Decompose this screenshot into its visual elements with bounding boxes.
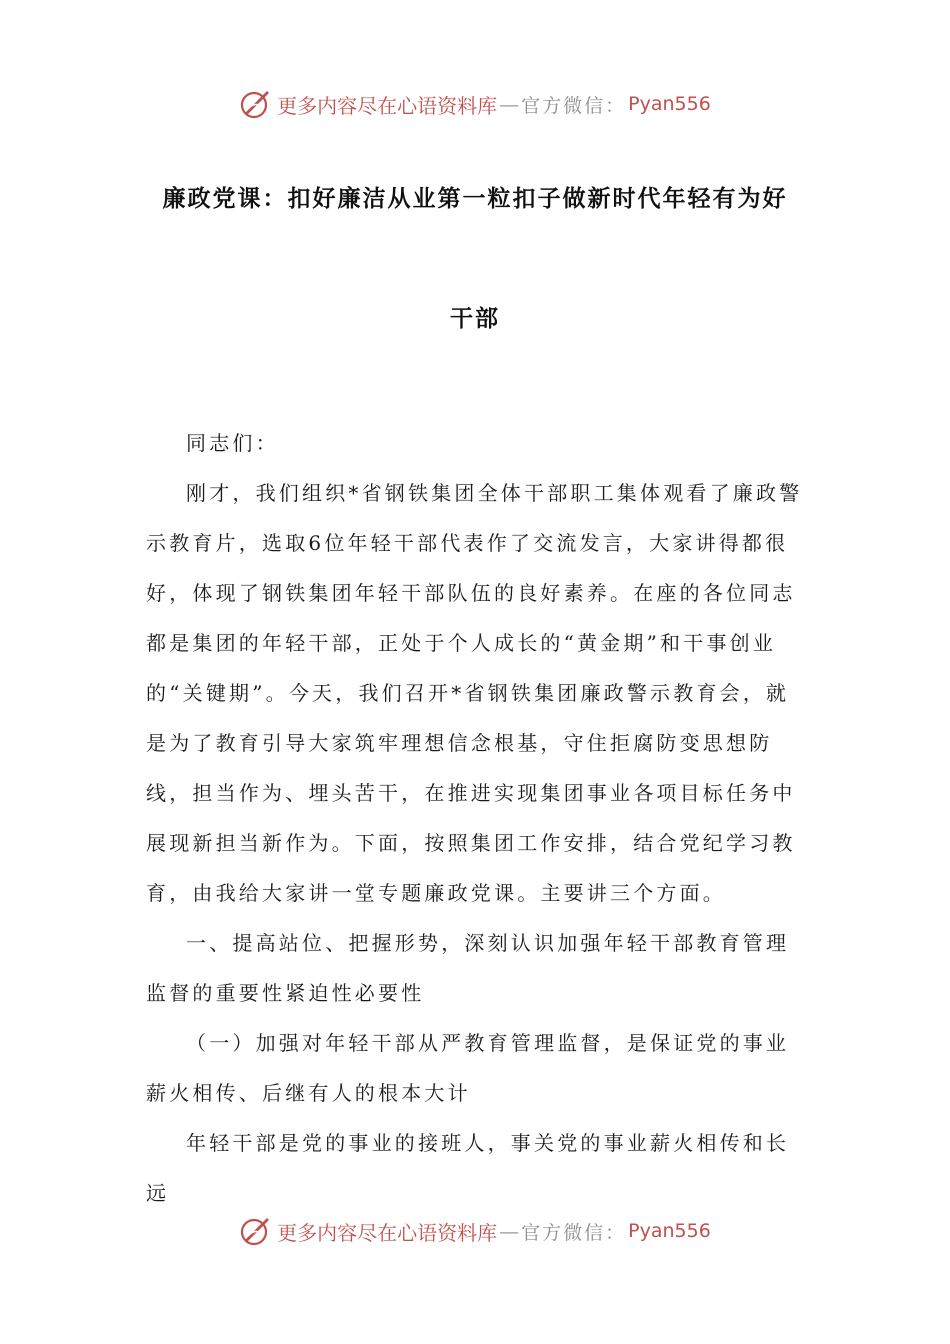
header-watermark-banner [0, 84, 950, 124]
paragraph-intro: 刚才，我们组织*省钢铁集团全体干部职工集体观看了廉政警示教育片，选取6位年轻干部代表作了交流发言，大家讲得都很好，体现了钢铁集团年轻干部队伍的良好素养。在座的各位同志都是集团的年轻干部，正处于个人成长的“黄金期”和干事创业的“关键期”。今天，我们召开*省钢铁集团廉政警示教育会，就是为了教育引导大家筑牢理想信念根基，守住拒腐防变思想防线，担当作为、埋头苦干，在推进实现集团事业各项目标任务中展现新担当新作为。下面，按照集团工作安排，结合党纪学习教育，由我给大家讲一堂专题廉政党课。主要讲三个方面。 [146, 481, 803, 905]
paragraph-body: 年轻干部是党的事业的接班人，事关党的事业薪火相传和长远 [146, 1131, 790, 1205]
brand-text: 更多内容尽在心语资料库 [277, 93, 498, 118]
official-wechat-label: 官方微信： [521, 1221, 627, 1244]
document-body [146, 418, 810, 1218]
paragraph-section-heading: 一、提高站位、把握形势，深刻认识加强年轻干部教育管理监督的重要性紧迫性必要性 [146, 931, 790, 1005]
banner-dash: — [499, 92, 520, 116]
brand-text: 更多内容尽在心语资料库 [277, 1220, 498, 1245]
document-title-line-1: 廉政党课：扣好廉洁从业第一粒扣子做新时代年轻有为好 [162, 186, 788, 212]
paragraph-salutation: 同志们： [186, 431, 279, 455]
wechat-id: Pyan556 [628, 93, 711, 115]
pen-logo-icon [239, 1214, 273, 1248]
official-wechat-label: 官方微信： [521, 94, 627, 117]
footer-watermark-banner [0, 1211, 950, 1251]
document-title-line-2: 干部 [450, 306, 500, 332]
pen-logo-icon [239, 87, 273, 121]
wechat-id: Pyan556 [628, 1220, 711, 1242]
paragraph-subsection-heading: （一）加强对年轻干部从严教育管理监督，是保证党的事业薪火相传、后继有人的根本大计 [146, 1031, 790, 1105]
banner-dash: — [499, 1219, 520, 1243]
